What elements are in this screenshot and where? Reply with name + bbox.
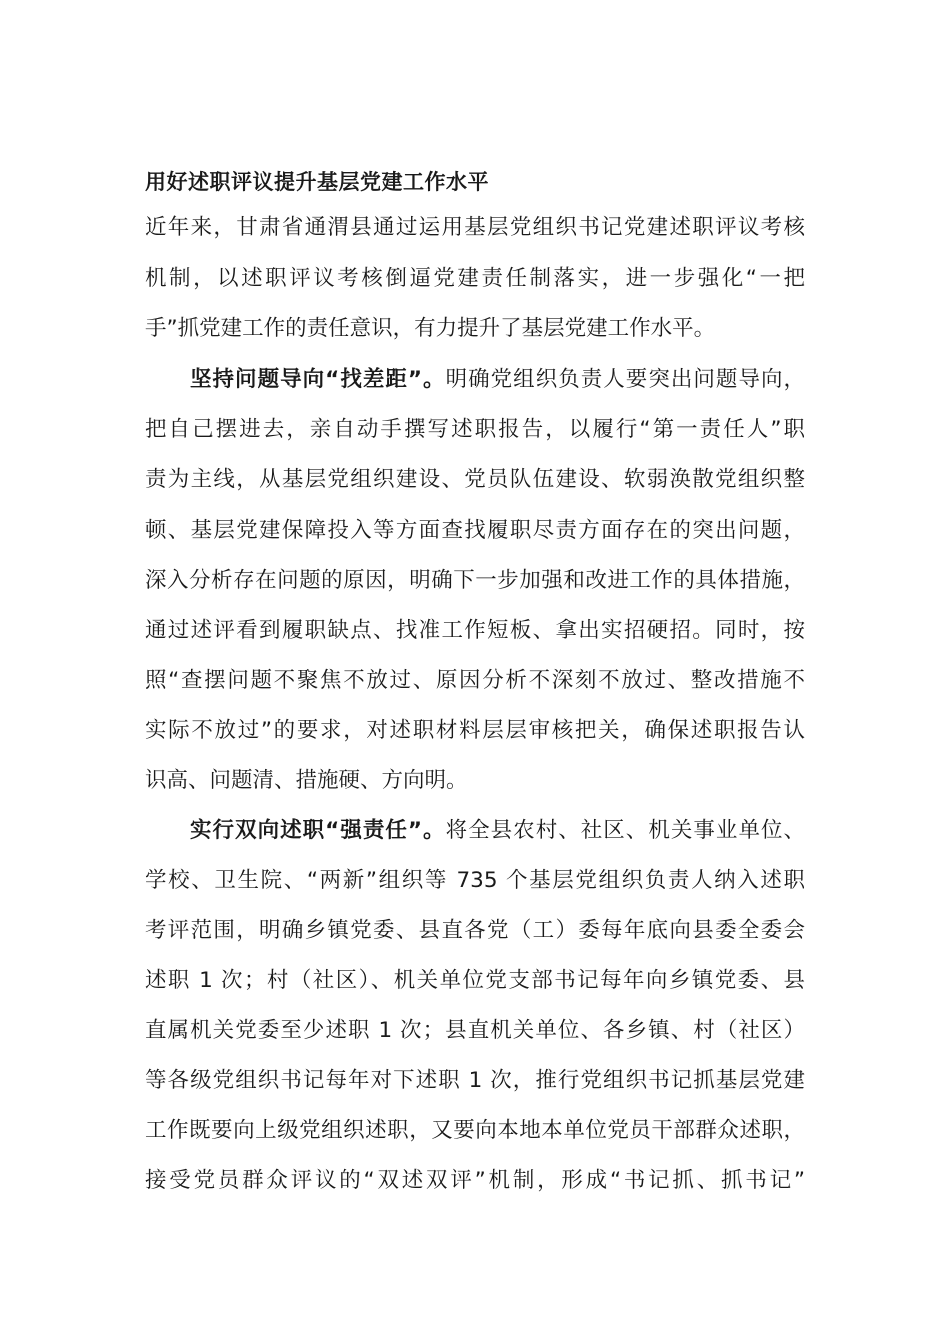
- section2-line-8: 接受党员群众评议的“双述双评”机制，形成“书记抓、抓书记”: [145, 1168, 805, 1193]
- section1-first-line-text: 明确党组织负责人要突出问题导向，: [445, 367, 805, 392]
- section1-line-4: 顿、基层党建保障投入等方面查找履职尽责方面存在的突出问题，: [145, 518, 805, 543]
- section2-line-2: 学校、卫生院、“两新”组织等 735 个基层党组织负责人纳入述职: [145, 868, 805, 893]
- section2-line-7: 工作既要向上级党组织述职，又要向本地本单位党员干部群众述职，: [145, 1118, 805, 1143]
- section1-line-2: 把自己摆进去，亲自动手撰写述职报告，以履行“第一责任人”职: [145, 417, 805, 442]
- section2-first-line-text: 将全县农村、社区、机关事业单位、: [445, 818, 805, 843]
- section2-line-3: 考评范围，明确乡镇党委、县直各党（工）委每年底向县委全委会: [145, 918, 805, 943]
- section2-line-6: 等各级党组织书记每年对下述职 1 次，推行党组织书记抓基层党建: [145, 1068, 805, 1093]
- section2-first-line: [190, 816, 805, 846]
- section1-line-8: 实际不放过”的要求，对述职材料层层审核把关，确保述职报告认: [145, 718, 805, 743]
- section1-line-3: 责为主线，从基层党组织建设、党员队伍建设、软弱涣散党组织整: [145, 467, 805, 492]
- section2-line-5: 直属机关党委至少述职 1 次；县直机关单位、各乡镇、村（社区）: [145, 1018, 805, 1043]
- intro-line-1: 近年来，甘肃省通渭县通过运用基层党组织书记党建述职评议考核: [145, 215, 805, 240]
- intro-line-3: 手”抓党建工作的责任意识，有力提升了基层党建工作水平。: [145, 316, 716, 341]
- section1-line-5: 深入分析存在问题的原因，明确下一步加强和改进工作的具体措施，: [145, 568, 805, 593]
- section2-heading: 实行双向述职“强责任”。: [190, 818, 446, 843]
- section2-line-4: 述职 1 次；村（社区）、机关单位党支部书记每年向乡镇党委、县: [145, 968, 805, 993]
- section1-line-9: 识高、问题清、措施硬、方向明。: [145, 768, 468, 793]
- article-title: 用好述职评议提升基层党建工作水平: [145, 170, 489, 194]
- section1-line-7: 照“查摆问题不聚焦不放过、原因分析不深刻不放过、整改措施不: [145, 668, 805, 693]
- section1-line-6: 通过述评看到履职缺点、找准工作短板、拿出实招硬招。同时，按: [145, 618, 805, 643]
- intro-line-2: 机制，以述职评议考核倒逼党建责任制落实，进一步强化“一把: [145, 266, 805, 291]
- section1-first-line: [190, 365, 805, 395]
- section1-heading: 坚持问题导向“找差距”。: [190, 367, 446, 392]
